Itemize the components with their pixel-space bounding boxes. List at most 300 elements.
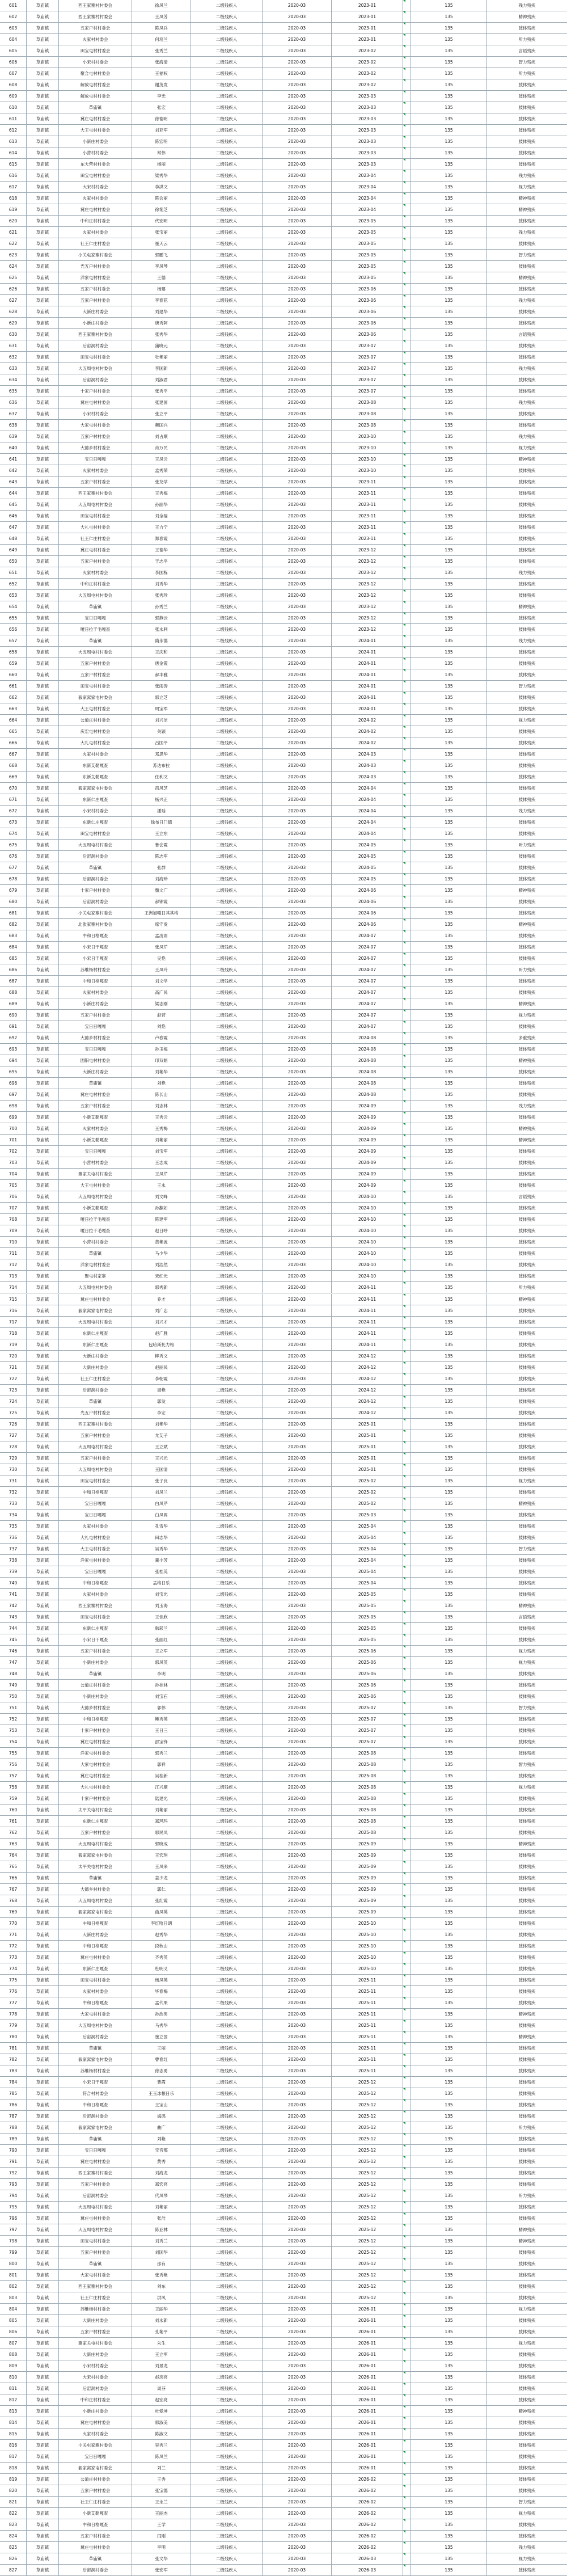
name-cell: 董小芳: [132, 1555, 191, 1566]
green-corner-icon: [403, 2020, 405, 2022]
amount-cell: 135: [411, 2190, 486, 2201]
name-cell: 王凤芹: [132, 1169, 191, 1179]
start-month-cell: 2020-03: [262, 340, 331, 351]
green-corner-icon: [403, 828, 405, 830]
type-cell: 肢体残疾: [486, 1510, 567, 1520]
start-month-cell: 2020-03: [262, 1680, 331, 1690]
town-cell: 草庙镇: [26, 363, 58, 374]
town-cell: 草庙镇: [26, 1861, 58, 1872]
town-cell: 草庙镇: [26, 45, 58, 56]
table-row: [0, 1271, 567, 1282]
start-month-cell: 2020-03: [262, 658, 331, 669]
village-cell: 小新艾勒嘎查: [58, 1203, 132, 1213]
end-month-cell: 2025-11: [331, 2020, 403, 2031]
row-number: 617: [9, 184, 18, 190]
end-month-cell: 2023-03: [331, 113, 403, 124]
start-month-cell: 2020-03: [262, 2281, 331, 2292]
amount-cell: 135: [411, 794, 486, 805]
type-cell: 听力残疾: [486, 1282, 567, 1293]
end-month-cell: 2025-05: [331, 1589, 403, 1600]
start-month-cell: 2020-03: [262, 1407, 331, 1418]
row-number: 644: [9, 491, 18, 496]
town-cell: 草庙镇: [26, 874, 58, 884]
marker-cell: [403, 1089, 411, 1100]
type-cell: 视力残疾: [486, 1657, 567, 1668]
name-cell: 王凤云: [132, 454, 191, 465]
green-corner-icon: [403, 261, 405, 263]
town-cell: 草庙镇: [26, 1396, 58, 1407]
town-cell: 草庙镇: [26, 250, 58, 260]
green-corner-icon: [403, 908, 405, 910]
green-corner-icon: [403, 1373, 405, 1376]
row-number: 660: [9, 672, 18, 678]
end-month-cell: 2023-05: [331, 238, 403, 249]
end-month-cell: 2025-12: [331, 2179, 403, 2190]
green-corner-icon: [403, 2054, 405, 2056]
table-row: [0, 1850, 567, 1861]
row-number: 686: [9, 967, 18, 973]
row-number: 752: [9, 1716, 18, 1722]
town-cell: 草庙镇: [26, 2360, 58, 2371]
green-corner-icon: [403, 238, 405, 241]
name-cell: 白凤阁: [132, 1510, 191, 1520]
start-month-cell: 2020-03: [262, 1021, 331, 1032]
level-cell: 二级残疾人: [191, 522, 262, 533]
table-row: [0, 102, 567, 113]
end-month-cell: 2025-12: [331, 2122, 403, 2133]
name-cell: 张桂英: [132, 1566, 191, 1577]
level-cell: 二级残疾人: [191, 2315, 262, 2326]
marker-cell: [403, 420, 411, 431]
end-month-cell: 2024-04: [331, 806, 403, 816]
name-cell: 张建国: [132, 397, 191, 408]
level-cell: 二级残疾人: [191, 737, 262, 748]
marker-cell: [403, 1032, 411, 1043]
row-number: 729: [9, 1455, 18, 1461]
name-cell: 郭燕云: [132, 613, 191, 623]
start-month-cell: 2020-03: [262, 2258, 331, 2269]
village-cell: 洋家屯村村委会: [58, 1748, 132, 1759]
green-corner-icon: [403, 1975, 405, 1977]
end-month-cell: 2023-12: [331, 624, 403, 635]
start-month-cell: 2020-03: [262, 2542, 331, 2553]
end-month-cell: 2023-08: [331, 397, 403, 408]
green-corner-icon: [403, 1714, 405, 1716]
start-month-cell: 2020-03: [262, 1555, 331, 1566]
start-month-cell: 2020-03: [262, 170, 331, 181]
level-cell: 二级残疾人: [191, 624, 262, 635]
amount-cell: 135: [411, 1884, 486, 1895]
row-number: 696: [9, 1081, 18, 1086]
end-month-cell: 2025-09: [331, 1884, 403, 1895]
start-month-cell: 2020-03: [262, 1646, 331, 1656]
amount-cell: 135: [411, 749, 486, 760]
green-corner-icon: [403, 1770, 405, 1773]
start-month-cell: 2020-03: [262, 2054, 331, 2065]
green-corner-icon: [403, 794, 405, 796]
green-corner-icon: [403, 11, 405, 14]
marker-cell: [403, 2077, 411, 2088]
village-cell: 五家户村村委会: [58, 2485, 132, 2496]
town-cell: 草庙镇: [26, 1759, 58, 1770]
end-month-cell: 2023-08: [331, 408, 403, 419]
end-month-cell: 2024-01: [331, 681, 403, 692]
village-cell: 中和日格嘎查: [58, 1487, 132, 1498]
village-cell: 五家户村村委会: [58, 431, 132, 442]
amount-cell: 135: [411, 2088, 486, 2099]
type-cell: 精神残疾: [486, 601, 567, 612]
start-month-cell: 2020-03: [262, 1691, 331, 1702]
type-cell: 肢体残疾: [486, 703, 567, 714]
town-cell: 草庙镇: [26, 204, 58, 215]
village-cell: 五家户村村委会: [58, 1010, 132, 1021]
town-cell: 草庙镇: [26, 340, 58, 351]
green-corner-icon: [403, 1089, 405, 1091]
start-month-cell: 2020-03: [262, 2304, 331, 2314]
type-cell: 肢体残疾: [486, 1680, 567, 1690]
start-month-cell: 2020-03: [262, 2270, 331, 2280]
table-row: [0, 2236, 567, 2247]
start-month-cell: 2020-03: [262, 1714, 331, 1725]
green-corner-icon: [403, 749, 405, 751]
green-corner-icon: [403, 2349, 405, 2351]
type-cell: 肢体残疾: [486, 306, 567, 317]
town-cell: 草庙镇: [26, 0, 58, 11]
table-row: [0, 1191, 567, 1203]
row-number: 777: [9, 2000, 18, 2005]
name-cell: 周芬: [132, 2383, 191, 2394]
start-month-cell: 2020-03: [262, 374, 331, 385]
green-corner-icon: [403, 1441, 405, 1444]
start-month-cell: 2020-03: [262, 250, 331, 260]
row-number: 681: [9, 910, 18, 916]
marker-cell: [403, 1475, 411, 1486]
row-number: 737: [9, 1546, 18, 1551]
start-month-cell: 2020-03: [262, 2372, 331, 2383]
start-month-cell: 2020-03: [262, 511, 331, 521]
green-corner-icon: [403, 1259, 405, 1262]
table-row: [0, 658, 567, 669]
type-cell: 智力残疾: [486, 1759, 567, 1770]
end-month-cell: 2024-07: [331, 964, 403, 975]
start-month-cell: 2020-03: [262, 2043, 331, 2054]
type-cell: 肢体残疾: [486, 261, 567, 272]
start-month-cell: 2020-03: [262, 930, 331, 941]
table-row: [0, 1827, 567, 1839]
green-corner-icon: [403, 1805, 405, 1807]
start-month-cell: 2020-03: [262, 2031, 331, 2042]
amount-cell: 135: [411, 1373, 486, 1384]
type-cell: 肢体残疾: [486, 2020, 567, 2031]
amount-cell: 135: [411, 1362, 486, 1373]
green-corner-icon: [403, 987, 405, 989]
level-cell: 二级残疾人: [191, 1770, 262, 1781]
table-row: [0, 1839, 567, 1850]
table-row: [0, 1566, 567, 1578]
table-row: [0, 2531, 567, 2542]
name-cell: 卢春霞: [132, 1032, 191, 1043]
table-row: [0, 930, 567, 942]
level-cell: 二级残疾人: [191, 182, 262, 192]
marker-cell: [403, 1214, 411, 1225]
marker-cell: [403, 806, 411, 816]
type-cell: 肢体残疾: [486, 1941, 567, 1951]
level-cell: 二级残疾人: [191, 1191, 262, 1202]
start-month-cell: 2020-03: [262, 1282, 331, 1293]
marker-cell: [403, 794, 411, 805]
green-corner-icon: [403, 976, 405, 978]
row-number: 822: [9, 2510, 18, 2516]
village-cell: 小宋村村委会: [58, 408, 132, 419]
row-number: 642: [9, 468, 18, 474]
table-row: [0, 1736, 567, 1748]
name-cell: 齐秀英: [132, 1952, 191, 1963]
town-cell: 草庙镇: [26, 635, 58, 646]
row-number: 819: [9, 2476, 18, 2482]
end-month-cell: 2025-08: [331, 1759, 403, 1770]
green-corner-icon: [403, 2009, 405, 2011]
level-cell: 二级残疾人: [191, 1259, 262, 1270]
name-cell: 张秀平: [132, 386, 191, 397]
table-row: [0, 635, 567, 647]
type-cell: 肢体残疾: [486, 2134, 567, 2144]
green-corner-icon: [403, 2531, 405, 2533]
end-month-cell: 2025-09: [331, 1839, 403, 1849]
table-row: [0, 2338, 567, 2349]
name-cell: 刘凤兰: [132, 1487, 191, 1498]
table-row: [0, 601, 567, 613]
start-month-cell: 2020-03: [262, 408, 331, 419]
marker-cell: [403, 238, 411, 249]
table-row: [0, 68, 567, 79]
amount-cell: 135: [411, 1271, 486, 1281]
name-cell: 谢茂发: [132, 79, 191, 90]
marker-cell: [403, 624, 411, 635]
town-cell: 草庙镇: [26, 1055, 58, 1066]
town-cell: 草庙镇: [26, 1805, 58, 1815]
town-cell: 草庙镇: [26, 2553, 58, 2564]
town-cell: 草庙镇: [26, 2372, 58, 2383]
amount-cell: 135: [411, 2111, 486, 2122]
row-number: 736: [9, 1534, 18, 1540]
row-number: 798: [9, 2238, 18, 2244]
town-cell: 草庙镇: [26, 1328, 58, 1339]
start-month-cell: 2020-03: [262, 2474, 331, 2485]
end-month-cell: 2023-04: [331, 204, 403, 215]
level-cell: 二级残疾人: [191, 703, 262, 714]
table-row: [0, 828, 567, 840]
table-row: [0, 2360, 567, 2372]
type-cell: 肢体残疾: [486, 216, 567, 226]
green-corner-icon: [403, 1282, 405, 1284]
town-cell: 草庙镇: [26, 318, 58, 328]
level-cell: 二级残疾人: [191, 1385, 262, 1395]
marker-cell: [403, 1544, 411, 1554]
end-month-cell: 2025-04: [331, 1532, 403, 1543]
type-cell: 肢体残疾: [486, 1112, 567, 1123]
village-cell: 草庙镇: [58, 635, 132, 646]
start-month-cell: 2020-03: [262, 749, 331, 760]
amount-cell: 135: [411, 2065, 486, 2076]
table-row: [0, 2111, 567, 2122]
level-cell: 二级残疾人: [191, 1623, 262, 1634]
level-cell: 二级残疾人: [191, 874, 262, 884]
amount-cell: 135: [411, 896, 486, 907]
marker-cell: [403, 2383, 411, 2394]
village-cell: 火家村村委会: [58, 2429, 132, 2439]
green-corner-icon: [403, 919, 405, 921]
name-cell: 赵丽民: [132, 1362, 191, 1373]
name-cell: 段秋山: [132, 1941, 191, 1951]
level-cell: 二级残疾人: [191, 2168, 262, 2178]
table-row: [0, 703, 567, 715]
town-cell: 草庙镇: [26, 2190, 58, 2201]
row-number: 787: [9, 2113, 18, 2119]
amount-cell: 135: [411, 1419, 486, 1430]
type-cell: 精神残疾: [486, 2224, 567, 2235]
start-month-cell: 2020-03: [262, 567, 331, 578]
level-cell: 二级残疾人: [191, 193, 262, 204]
amount-cell: 135: [411, 1066, 486, 1077]
start-month-cell: 2020-03: [262, 2190, 331, 2201]
level-cell: 二级残疾人: [191, 2519, 262, 2530]
table-row: [0, 431, 567, 442]
green-corner-icon: [403, 942, 405, 944]
row-number: 697: [9, 1092, 18, 1098]
marker-cell: [403, 1657, 411, 1668]
amount-cell: 135: [411, 1464, 486, 1475]
level-cell: 二级残疾人: [191, 1646, 262, 1656]
amount-cell: 135: [411, 2122, 486, 2133]
town-cell: 草庙镇: [26, 511, 58, 521]
green-corner-icon: [403, 613, 405, 615]
name-cell: 王立东: [132, 828, 191, 839]
row-number: 663: [9, 706, 18, 712]
type-cell: 视力残疾: [486, 1782, 567, 1793]
type-cell: 肢体残疾: [486, 1317, 567, 1327]
table-row: [0, 91, 567, 102]
table-row: [0, 329, 567, 340]
marker-cell: [403, 1259, 411, 1270]
row-number: 610: [9, 105, 18, 111]
amount-cell: 135: [411, 1112, 486, 1123]
green-corner-icon: [403, 1691, 405, 1693]
marker-cell: [403, 862, 411, 873]
end-month-cell: 2025-07: [331, 1725, 403, 1736]
marker-cell: [403, 2156, 411, 2167]
marker-cell: [403, 136, 411, 147]
table-row: [0, 2372, 567, 2383]
marker-cell: [403, 68, 411, 79]
level-cell: 二级残疾人: [191, 1419, 262, 1430]
table-row: [0, 1578, 567, 1589]
level-cell: 二级残疾人: [191, 2531, 262, 2541]
type-cell: 精神残疾: [486, 193, 567, 204]
name-cell: 李国新: [132, 363, 191, 374]
table-row: [0, 1532, 567, 1544]
town-cell: 草庙镇: [26, 1566, 58, 1577]
level-cell: 二级残疾人: [191, 2542, 262, 2553]
green-corner-icon: [403, 2111, 405, 2113]
level-cell: 二级残疾人: [191, 1952, 262, 1963]
green-corner-icon: [403, 2497, 405, 2499]
level-cell: 二级残疾人: [191, 681, 262, 692]
green-corner-icon: [403, 1963, 405, 1966]
green-corner-icon: [403, 91, 405, 93]
table-row: [0, 2156, 567, 2168]
type-cell: 肢体残疾: [486, 1441, 567, 1452]
type-cell: 肢体残疾: [486, 2292, 567, 2303]
green-corner-icon: [403, 1180, 405, 1182]
end-month-cell: 2023-05: [331, 227, 403, 238]
type-cell: 残力残疾: [486, 567, 567, 578]
name-cell: 郭淑美: [132, 2417, 191, 2428]
level-cell: 二级残疾人: [191, 1578, 262, 1588]
end-month-cell: 2024-10: [331, 1248, 403, 1259]
marker-cell: [403, 1952, 411, 1963]
level-cell: 二级残疾人: [191, 976, 262, 986]
row-number: 604: [9, 37, 18, 42]
marker-cell: [403, 1248, 411, 1259]
row-number: 753: [9, 1727, 18, 1733]
marker-cell: [403, 1237, 411, 1247]
end-month-cell: 2024-04: [331, 828, 403, 839]
amount-cell: 135: [411, 295, 486, 306]
start-month-cell: 2020-03: [262, 477, 331, 487]
type-cell: 肢体残疾: [486, 2519, 567, 2530]
end-month-cell: 2024-07: [331, 942, 403, 952]
village-cell: 冀庄屯村村委会: [58, 1952, 132, 1963]
end-month-cell: 2026-03: [331, 2553, 403, 2564]
name-cell: 徐布日门德: [132, 817, 191, 828]
village-cell: 公道庄村村委会: [58, 1680, 132, 1690]
level-cell: 二级残疾人: [191, 2281, 262, 2292]
amount-cell: 135: [411, 2247, 486, 2258]
table-row: [0, 1782, 567, 1793]
table-row: [0, 2031, 567, 2043]
town-cell: 草庙镇: [26, 2213, 58, 2224]
green-corner-icon: [403, 669, 405, 672]
village-cell: 田宝屯村村委会: [58, 828, 132, 839]
name-cell: 刘艳丽: [132, 2202, 191, 2212]
type-cell: 精神残疾: [486, 2031, 567, 2042]
amount-cell: 135: [411, 2429, 486, 2439]
name-cell: 孟代果: [132, 1997, 191, 2008]
end-month-cell: 2025-06: [331, 1668, 403, 1679]
name-cell: 陈凤兰: [132, 2451, 191, 2462]
town-cell: 草庙镇: [26, 284, 58, 294]
amount-cell: 135: [411, 2315, 486, 2326]
amount-cell: 135: [411, 1430, 486, 1441]
table-row: [0, 522, 567, 533]
level-cell: 二级残疾人: [191, 1748, 262, 1759]
village-cell: 宝日日嘎嘎: [58, 2451, 132, 2462]
green-corner-icon: [403, 1123, 405, 1125]
green-corner-icon: [403, 601, 405, 604]
level-cell: 二级残疾人: [191, 2031, 262, 2042]
amount-cell: 135: [411, 2372, 486, 2383]
village-cell: 后窑洞村委会: [58, 2031, 132, 2042]
town-cell: 草庙镇: [26, 2304, 58, 2314]
name-cell: 李洪文: [132, 182, 191, 192]
end-month-cell: 2024-09: [331, 1101, 403, 1111]
start-month-cell: 2020-03: [262, 1203, 331, 1213]
row-number: 629: [9, 321, 18, 326]
level-cell: 二级残疾人: [191, 1725, 262, 1736]
end-month-cell: 2024-12: [331, 1396, 403, 1407]
green-corner-icon: [403, 2099, 405, 2102]
marker-cell: [403, 1793, 411, 1804]
